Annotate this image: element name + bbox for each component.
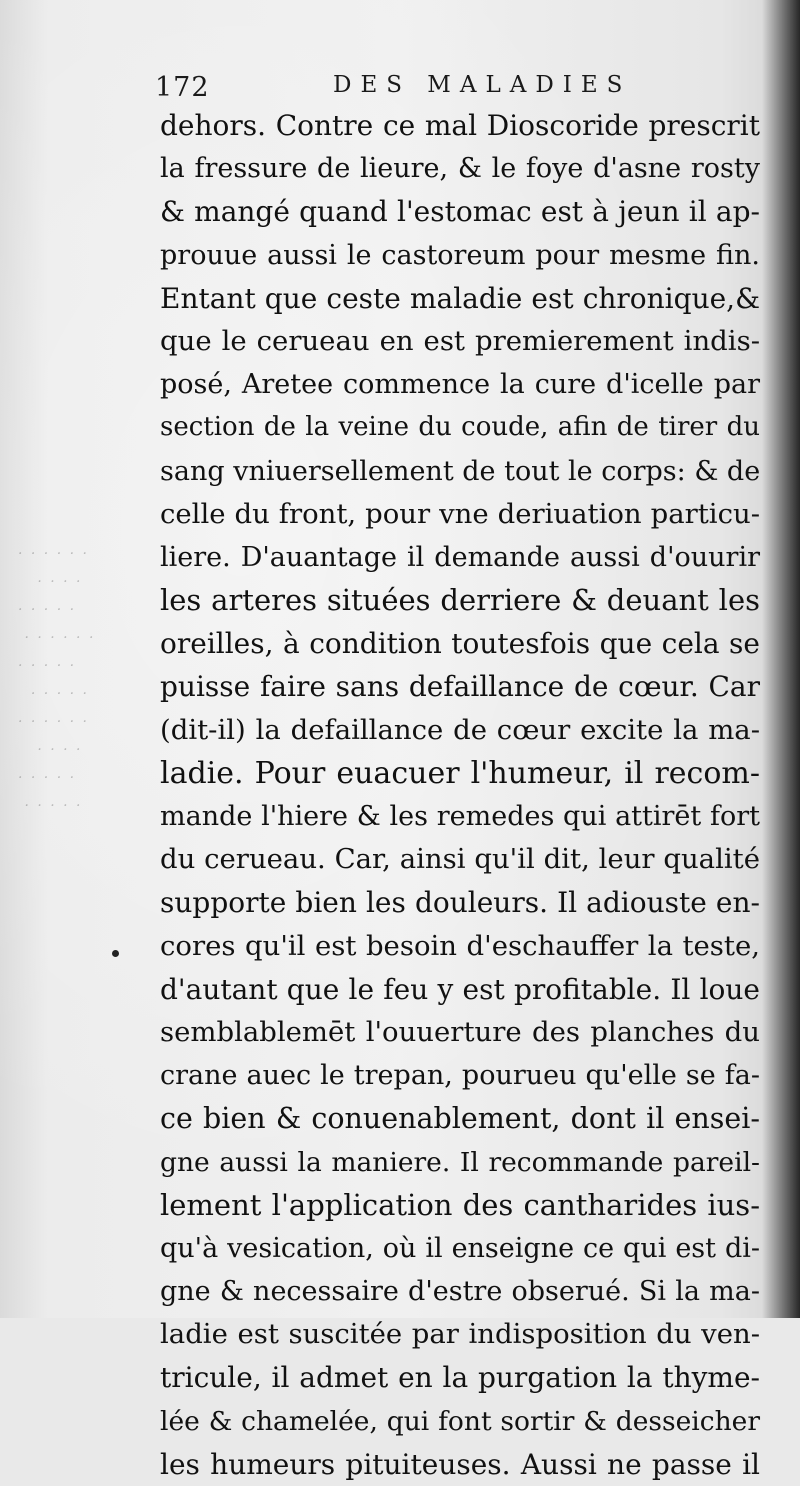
text-line: celle du front, pour vne deriuation particu-	[160, 497, 760, 530]
text-line: les humeurs pituiteuses. Aussi ne passe il	[160, 1447, 760, 1481]
text-line: section de la veine du coude, afin de tirer du	[160, 412, 760, 443]
text-line: que le cerueau en est premierement indis-	[160, 324, 760, 357]
text-line: (dit-il) la defaillance de cœur excite la ma-	[160, 713, 760, 746]
text-line: lée & chamelée, qui font sortir & desseicher	[160, 1405, 760, 1437]
text-line: puisse faire sans defaillance de cœur. Car	[160, 670, 760, 704]
ink-dot	[112, 950, 119, 957]
text-line: supporte bien les douleurs. Il adiouste en-	[160, 886, 760, 920]
text-line: prouue aussi le castoreum pour mesme fin.	[160, 239, 760, 271]
text-line: dehors. Contre ce mal Dioscoride prescrit	[160, 109, 760, 142]
text-line: du cerueau. Car, ainsi qu'il dit, leur qualité	[160, 843, 760, 876]
text-line: lement l'application des cantharides ius-	[160, 1187, 760, 1222]
text-line: ladie est suscitée par indisposition du ven-	[160, 1318, 760, 1351]
text-line: d'autant que le feu y est profitable. Il loue	[160, 972, 760, 1006]
text-line: mande l'hiere & les remedes qui attirēt fort	[160, 801, 760, 832]
text-line: qu'à vesication, où il enseigne ce qui est di-	[160, 1232, 760, 1264]
text-line: posé, Aretee commence la cure d'icelle par	[160, 369, 760, 401]
text-line: semblablemēt l'ouuerture des planches du	[160, 1015, 760, 1048]
bleed-through-marks: · · · · · · · · · · · · · · · · · · · · · · · · · · · · · · · · · · · · · · · · · · · · · · · · · · ·	[18, 546, 96, 814]
text-line: sang vniuersellement de tout le corps: & de	[160, 455, 761, 487]
text-line: les arteres situées derriere & deuant les	[160, 583, 760, 618]
text-line: liere. D'auantage il demande aussi d'ouurir	[160, 541, 760, 573]
text-line: gne & necessaire d'estre obserué. Si la ma-	[160, 1276, 760, 1308]
text-line: Entant que ceste maladie est chronique,&	[160, 281, 760, 315]
text-line: & mangé quand l'estomac est à jeun il ap-	[160, 195, 760, 229]
body-text	[160, 104, 760, 1486]
text-line: ce bien & conuenablement, dont il ensei-	[160, 1102, 760, 1136]
text-line: crane auec le trepan, pourueu qu'elle se fa-	[160, 1060, 760, 1092]
text-line: la fressure de lieure, & le foye d'asne rosty	[160, 153, 760, 185]
text-line: ladie. Pour euacuer l'humeur, il recom-	[160, 755, 760, 791]
text-line: tricule, il admet en la purgation la thyme-	[160, 1361, 760, 1395]
page-number: 172	[155, 72, 210, 103]
text-line: gne aussi la maniere. Il recommande pareil-	[160, 1146, 760, 1178]
binding-shadow	[762, 0, 800, 1318]
running-title: DES MALADIES	[333, 72, 632, 98]
text-line: oreilles, à condition toutesfois que cela se	[160, 627, 760, 661]
running-head	[155, 72, 755, 108]
text-line: cores qu'il est besoin d'eschauffer la teste,	[160, 929, 760, 962]
